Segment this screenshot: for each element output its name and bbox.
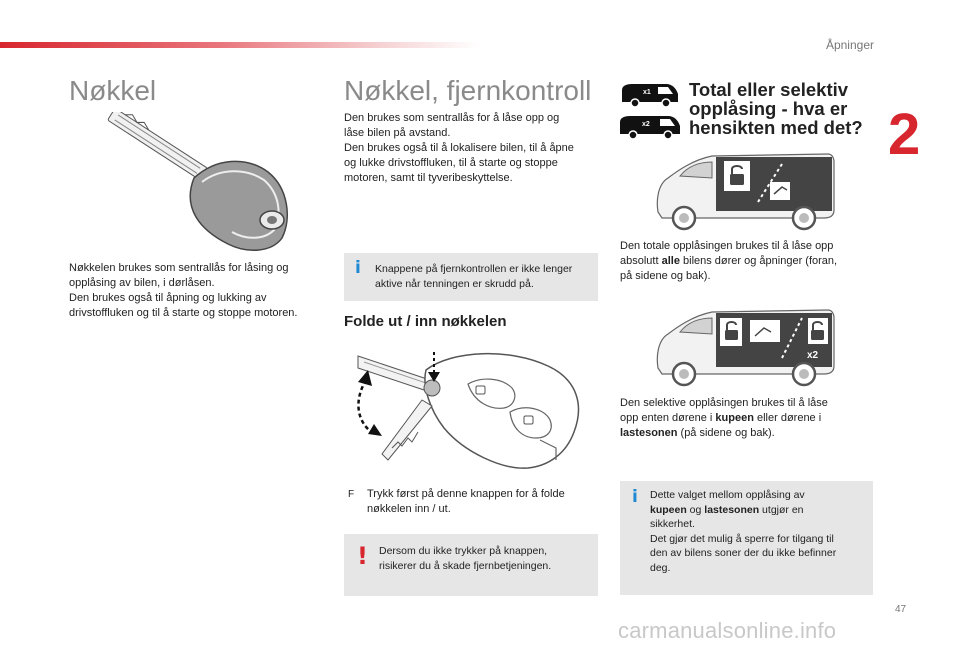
- fold-key-heading: Folde ut / inn nøkkelen: [344, 313, 507, 330]
- key-title: Nøkkel: [69, 75, 157, 106]
- press-twice-badge: x2: [807, 350, 819, 361]
- step-bullet: F: [348, 489, 355, 500]
- info-icon: i: [632, 487, 638, 507]
- selective-unlock-van: [652, 306, 837, 388]
- fold-key-illustration: [352, 336, 592, 476]
- van-long-icon: [618, 110, 682, 142]
- selective-unlock-text: Den selektive opplåsingen brukes til å låse opp enten dørene i kupeen eller dørene i lastesonen (på sidene og bak).: [620, 397, 828, 439]
- total-unlock-text: Den totale opplåsingen brukes til å låse opp absolutt alle bilens dører og åpninger (foran, på sidene og bak).: [620, 240, 838, 282]
- remote-key-title: Nøkkel, fjernkontroll: [344, 75, 592, 106]
- total-unlock-van: [652, 150, 837, 232]
- page-number: 47: [895, 604, 907, 615]
- watermark: carmanualsonline.info: [618, 618, 837, 643]
- section-title: Åpninger: [825, 38, 874, 52]
- warning-icon: !: [357, 542, 368, 570]
- van-short-icon: [618, 78, 682, 110]
- chapter-number: 2: [888, 102, 921, 167]
- unlocking-heading: Total eller selektiv opplåsing - hva er hensikten med det?: [689, 79, 863, 138]
- key-illustration: [96, 112, 296, 257]
- remote-info-box: i Knappene på fjernkontrollen er ikke lenger aktive når tenningen er skrudd på.: [344, 253, 598, 301]
- security-info-box: i Dette valget mellom opplåsing av kupeen og lastesonen utgjør en sikkerhet. Det gjør det mulig å sperre for tilgang til den av bilens soner der du ikke befinner deg.: [620, 481, 873, 595]
- info-icon: i: [355, 258, 361, 278]
- header-accent-bar: [0, 42, 480, 48]
- van-badge-2: x2: [642, 121, 650, 128]
- warning-box: ! Dersom du ikke trykker på knappen, risikerer du å skade fjernbetjeningen.: [344, 534, 598, 596]
- key-description: Nøkkelen brukes som sentrallås for låsing og opplåsing av bilen, i dørlåsen. Den brukes også til åpning og lukking av drivstoffluken og til å starte og stoppe motoren.: [69, 262, 298, 319]
- van-badge-1: x1: [643, 89, 651, 96]
- remote-key-description: Den brukes som sentrallås for å låse opp og låse bilen på avstand. Den brukes også til å lokalisere bilen, til å åpne og lukke drivstoffluken, til å starte og stoppe motoren, samt til tyveribeskyttelse.: [344, 112, 574, 184]
